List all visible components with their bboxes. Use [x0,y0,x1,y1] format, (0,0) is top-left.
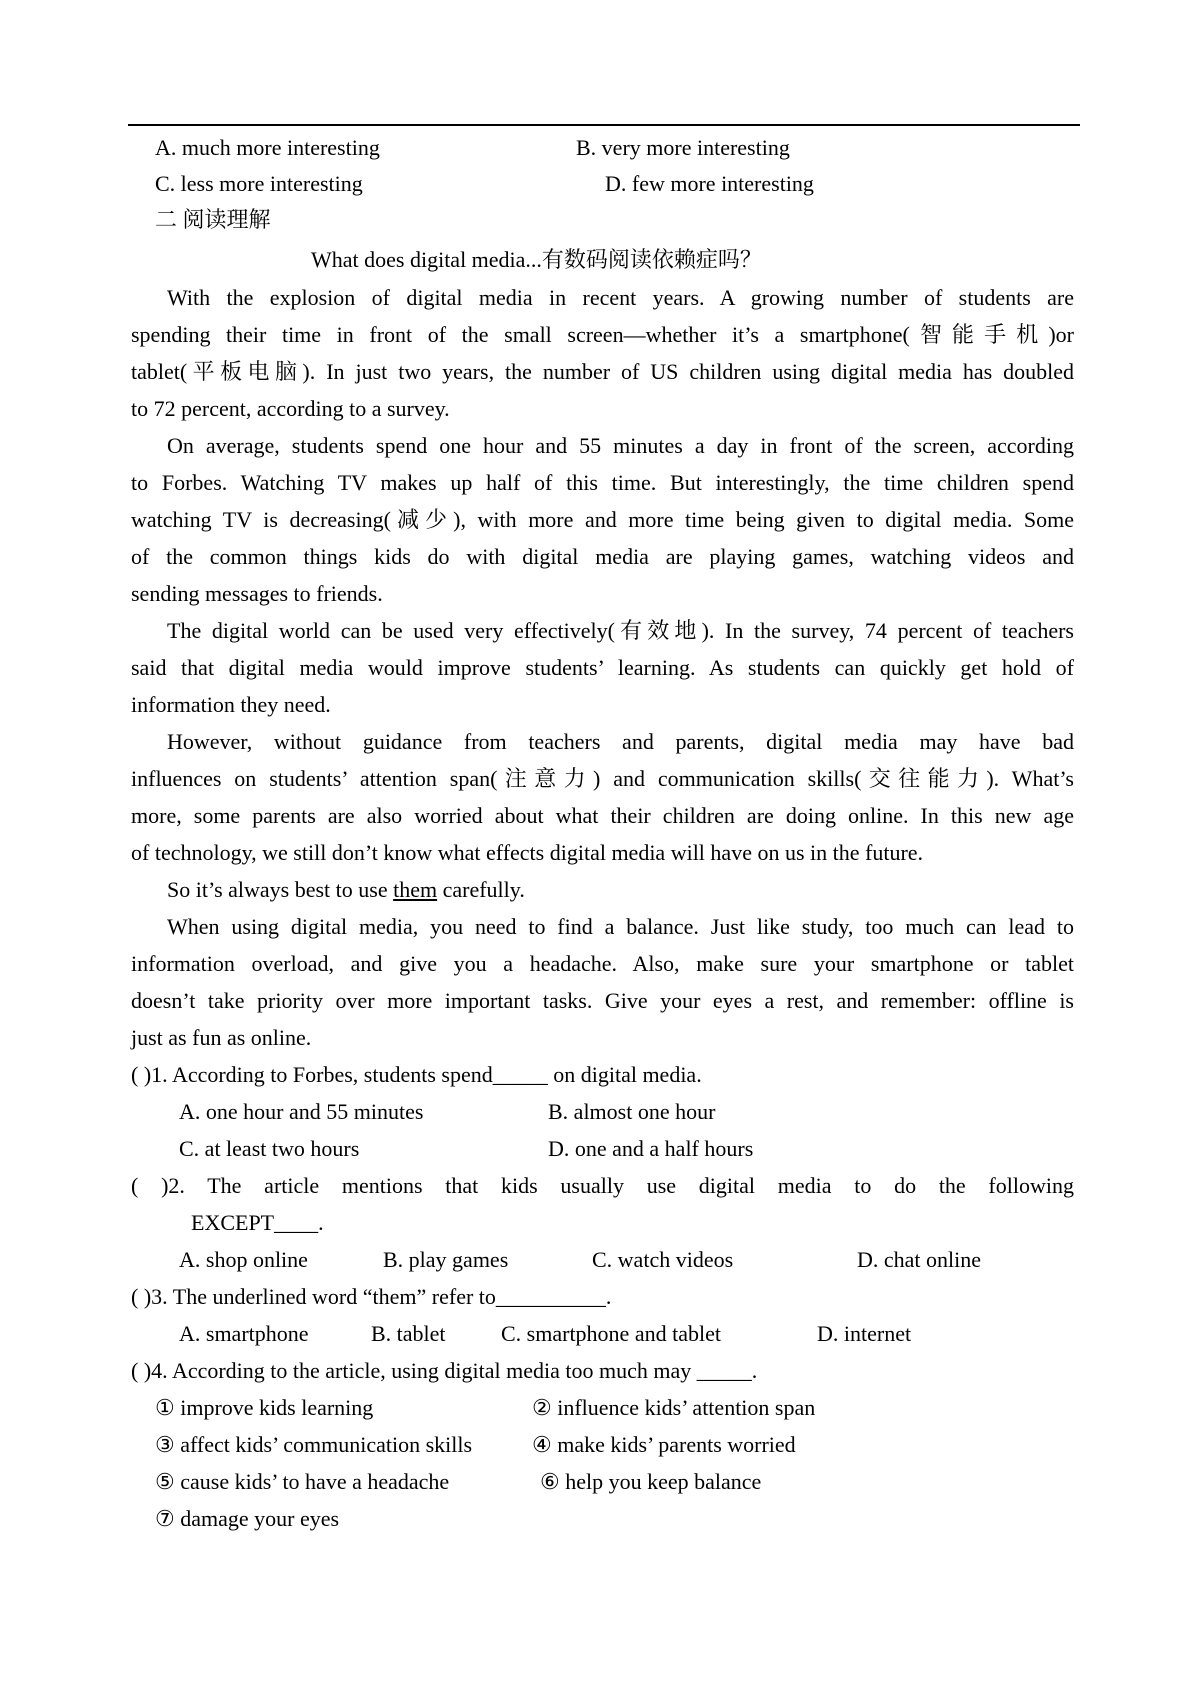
passage-title: What does digital media...有数码阅读依赖症吗？ [311,247,762,272]
underlined-word-them: them [393,877,438,902]
question-4-option-1: ① improve kids learning [155,1395,374,1420]
passage-line: tablet(平板电脑). In just two years, the number of US children using digital media has doubled [131,359,1074,384]
passage-text: carefully. [437,877,525,902]
question-2-option-c: C. watch videos [592,1247,734,1272]
question-3-stem: ( )3. The underlined word “them” refer to__________. [131,1284,612,1309]
question-4-option-4: ④ make kids’ parents worried [532,1432,796,1457]
question-1-option-b: B. almost one hour [548,1099,716,1124]
question-3-option-c: C. smartphone and tablet [501,1321,721,1346]
passage-line: With the explosion of digital media in recent years. A growing number of students are [167,285,1074,310]
question-4-option-3: ③ affect kids’ communication skills [155,1432,473,1457]
passage-line: watching TV is decreasing(减少), with more and more time being given to digital media. Some [131,507,1074,532]
passage-line: sending messages to friends. [131,581,383,606]
passage-line: However, without guidance from teachers and parents, digital media may have bad [167,729,1074,754]
passage-line: information overload, and give you a headache. Also, make sure your smartphone or tablet [131,951,1074,976]
passage-line: of technology, we still don’t know what effects digital media will have on us in the future. [131,840,924,865]
section-heading: 二 阅读理解 [155,207,271,232]
passage-line: information they need. [131,692,331,717]
question-1-stem: ( )1. According to Forbes, students spend_____ on digital media. [131,1062,702,1087]
question-4-option-7: ⑦ damage your eyes [155,1506,340,1531]
passage-line-them [167,876,525,904]
prev-option-d: D. few more interesting [605,171,814,196]
header-rule [128,124,1080,126]
prev-option-b: B. very more interesting [576,135,790,160]
question-2-stem-cont: EXCEPT____. [191,1210,324,1235]
question-2-option-d: D. chat online [857,1247,982,1272]
prev-option-c: C. less more interesting [155,171,363,196]
question-3-option-b: B. tablet [371,1321,446,1346]
passage-line: of the common things kids do with digital media are playing games, watching videos and [131,544,1074,569]
question-2-option-b: B. play games [383,1247,509,1272]
prev-option-a: A. much more interesting [155,135,380,160]
passage-line: doesn’t take priority over more important tasks. Give your eyes a rest, and remember: offline is [131,988,1074,1013]
question-3-option-a: A. smartphone [179,1321,309,1346]
question-4-option-5: ⑤ cause kids’ to have a headache [155,1469,450,1494]
passage-line: spending their time in front of the small screen—whether it’s a smartphone(智能手机)or [131,322,1074,347]
question-4-option-6: ⑥ help you keep balance [540,1469,762,1494]
passage-line: influences on students’ attention span(注意力) and communication skills(交往能力). What’s [131,766,1074,791]
question-1-option-d: D. one and a half hours [548,1136,754,1161]
passage-line: The digital world can be used very effectively(有效地). In the survey, 74 percent of teachers [167,618,1074,643]
question-4-option-2: ② influence kids’ attention span [532,1395,816,1420]
passage-line: to Forbes. Watching TV makes up half of this time. But interestingly, the time children spend [131,470,1074,495]
question-3-option-d: D. internet [817,1321,912,1346]
question-1-option-c: C. at least two hours [179,1136,360,1161]
passage-line: more, some parents are also worried about what their children are doing online. In this new age [131,803,1074,828]
passage-line: to 72 percent, according to a survey. [131,396,450,421]
passage-text: So it’s always best to use [167,877,394,902]
question-2-option-a: A. shop online [179,1247,308,1272]
question-1-option-a: A. one hour and 55 minutes [179,1099,424,1124]
passage-line: When using digital media, you need to find a balance. Just like study, too much can lead to [167,914,1074,939]
passage-line: On average, students spend one hour and 55 minutes a day in front of the screen, according [167,433,1074,458]
passage-line: said that digital media would improve students’ learning. As students can quickly get hold of [131,655,1074,680]
question-4-stem: ( )4. According to the article, using digital media too much may _____. [131,1358,758,1383]
question-2-stem: ( )2. The article mentions that kids usually use digital media to do the following [131,1173,1074,1198]
passage-line: just as fun as online. [131,1025,312,1050]
